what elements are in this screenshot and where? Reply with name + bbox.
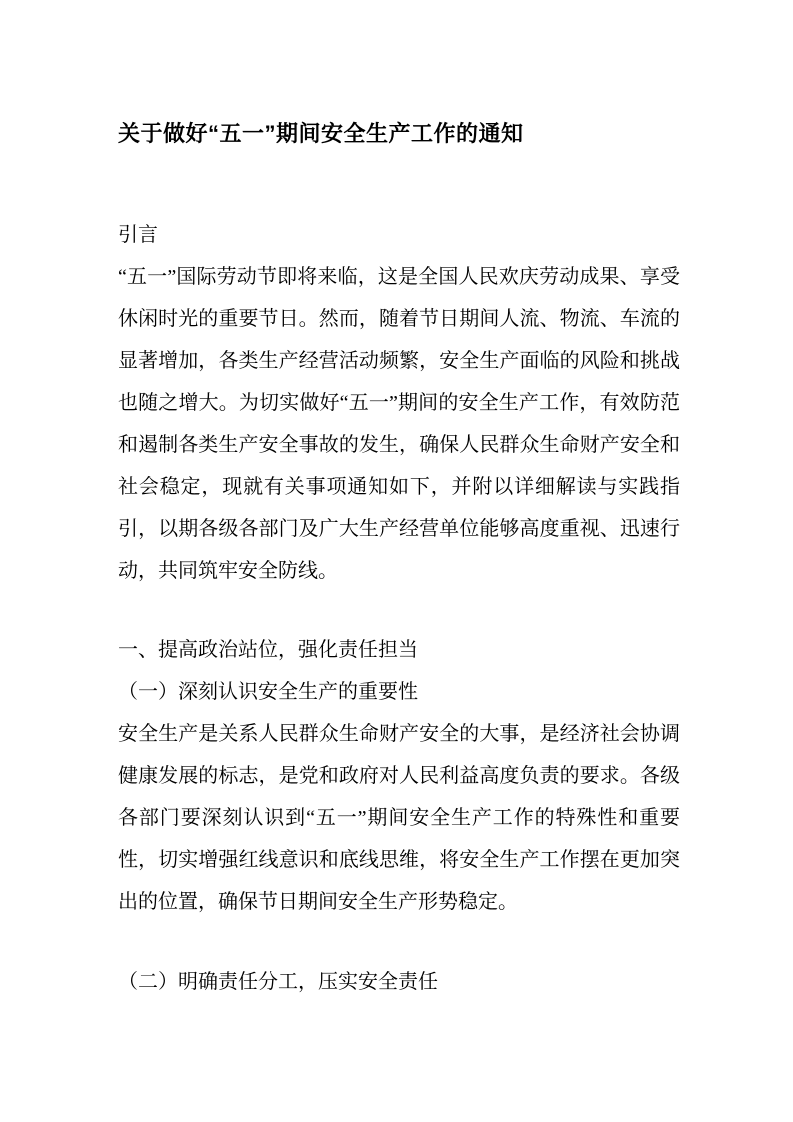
- section-1-heading: 一、提高政治站位，强化责任担当: [118, 639, 418, 661]
- section-1-sub-1-paragraph: 安全生产是关系人民群众生命财产安全的大事，是经济社会协调健康发展的标志，是党和政府对人民利益高度负责的要求。各级各部门要深刻认识到“五一”期间安全生产工作的特殊性和重要性，切实增强红线意识和底线思维，将安全生产工作摆在更加突出的位置，确保节日期间安全生产形势稳定。: [118, 723, 680, 913]
- document-title: 关于做好“五一”期间安全生产工作的通知: [118, 121, 524, 146]
- intro-label: 引言: [118, 224, 158, 246]
- section-1-sub-1-heading: （一）深刻认识安全生产的重要性: [118, 681, 418, 703]
- section-1-sub-2-heading: （二）明确责任分工，压实安全责任: [118, 971, 438, 993]
- intro-paragraph: “五一”国际劳动节即将来临，这是全国人民欢庆劳动成果、享受休闲时光的重要节日。然而，随着节日期间人流、物流、车流的显著增加，各类生产经营活动频繁，安全生产面临的风险和挑战也随之增大。为切实做好“五一”期间的安全生产工作，有效防范和遏制各类生产安全事故的发生，确保人民群众生命财产安全和社会稳定，现就有关事项通知如下，并附以详细解读与实践指引，以期各级各部门及广大生产经营单位能够高度重视、迅速行动，共同筑牢安全防线。: [118, 266, 680, 582]
